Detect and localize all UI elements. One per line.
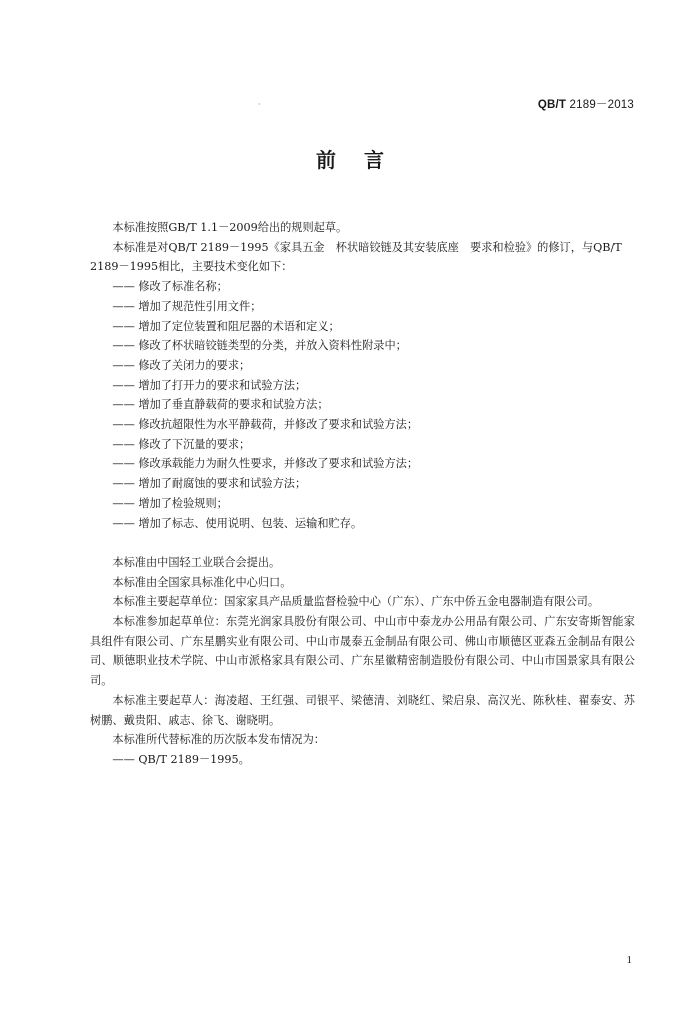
list-item: —— 增加了打开力的要求和试验方法； [112, 378, 307, 392]
list-item: —— QB/T 2189－1995。 [112, 752, 250, 766]
changes-list [90, 277, 635, 533]
list-item: —— 修改承载能力为耐久性要求，并修改了要求和试验方法； [112, 457, 419, 471]
list-item: —— 增加了耐腐蚀的要求和试验方法； [112, 477, 307, 491]
standard-number: 2189－2013 [569, 99, 634, 111]
list-item: —— 修改了标准名称； [112, 280, 228, 294]
list-item: —— 增加了标志、使用说明、包装、运输和贮存。 [112, 516, 363, 530]
paragraph-drafters: 本标准主要起草人：海凌超、王红强、司银平、梁德清、刘晓红、梁启泉、高汉光、陈秋桂、翟泰安、苏树鹏、戴贵阳、戚志、徐飞、谢晓明。 [90, 693, 635, 727]
paragraph-revision-cont: 2189－1995相比，主要技术变化如下： [90, 260, 293, 274]
page-title: 前言 [316, 148, 412, 172]
standard-prefix: QB/T [537, 99, 567, 111]
list-item: —— 修改了下沉量的要求； [112, 437, 251, 451]
paragraph-centralized-by: 本标准由全国家具标准化中心归口。 [112, 575, 292, 589]
paragraph-proposed-by: 本标准由中国轻工业联合会提出。 [112, 555, 281, 569]
list-item: —— 增加了检验规则； [112, 496, 228, 510]
list-item: —— 增加了规范性引用文件； [112, 299, 262, 313]
standard-code [538, 96, 634, 112]
scan-speck: · [258, 100, 261, 109]
list-item: —— 增加了定位装置和阻尼器的术语和定义； [112, 319, 340, 333]
paragraph-drafting-rules: 本标准按照GB/T 1.1－2009给出的规则起草。 [112, 221, 348, 234]
paragraph-replaced-versions: 本标准所代替标准的历次版本发布情况为： [112, 733, 325, 747]
spacer [90, 533, 635, 553]
list-item: —— 修改抗超限性为水平静载荷，并修改了要求和试验方法； [112, 418, 419, 432]
list-item: —— 修改了关闭力的要求； [112, 358, 251, 372]
paragraph-revision: 本标准是对QB/T 2189－1995《家具五金 杯状暗铰链及其安装底座 要求和检验》的修订，与QB/T [112, 240, 622, 254]
paragraph-drafting-units: 本标准主要起草单位：国家家具产品质量监督检验中心（广东）、广东中侨五金电器制造有限公司。 [112, 595, 600, 609]
foreword-body [90, 218, 635, 770]
page-number: 1 [626, 954, 632, 966]
list-item: —— 增加了垂直静载荷的要求和试验方法； [112, 398, 329, 412]
list-item: —— 修改了杯状暗铰链类型的分类，并放入资料性附录中； [112, 339, 407, 353]
paragraph-participating-units: 本标准参加起草单位：东莞光润家具股份有限公司、中山市中泰龙办公用品有限公司、广东安寄斯智能家具组件有限公司、广东星鹏实业有限公司、中山市晟泰五金制品有限公司、佛山市顺德区亚森五金制品有限公司、顺德职业技术学院、中山市派格家具有限公司、广东星徽精密制造股份有限公司、中山市国景家具有限公司。 [90, 615, 635, 688]
